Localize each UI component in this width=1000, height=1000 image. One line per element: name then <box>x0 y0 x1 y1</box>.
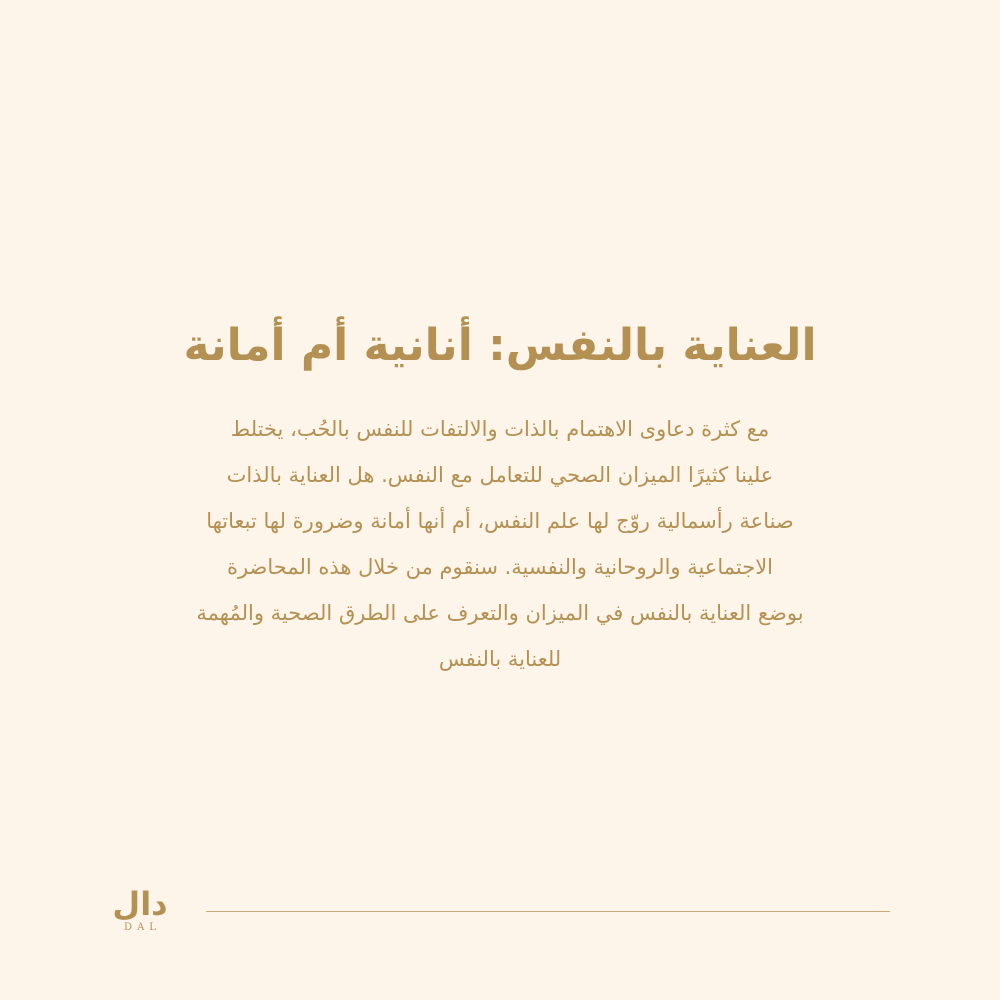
text-block <box>150 312 850 682</box>
footer-divider <box>206 911 890 912</box>
description-paragraph: مع كثرة دعاوى الاهتمام بالذات والالتفات للنفس بالحُب، يختلط علينا كثيرًا الميزان الصحي للتعامل مع النفس. هل العناية بالذات صناعة رأسمالية روّج لها علم النفس، أم أنها أمانة وضرورة لها تبعاتها الاجتماعية والروحانية والنفسية. سنقوم من خلال هذه المحاضرة بوضع العناية بالنفس في الميزان والتعرف على الطرق الصحية والمُهمة للعناية بالنفس <box>196 417 804 671</box>
page-title: العناية بالنفس: أنانية أم أمانة <box>183 320 817 371</box>
logo-latin-wordmark: DAL <box>124 922 161 933</box>
brand-logo <box>110 885 170 934</box>
logo-arabic-wordmark: دال <box>112 885 168 923</box>
footer <box>110 885 890 938</box>
